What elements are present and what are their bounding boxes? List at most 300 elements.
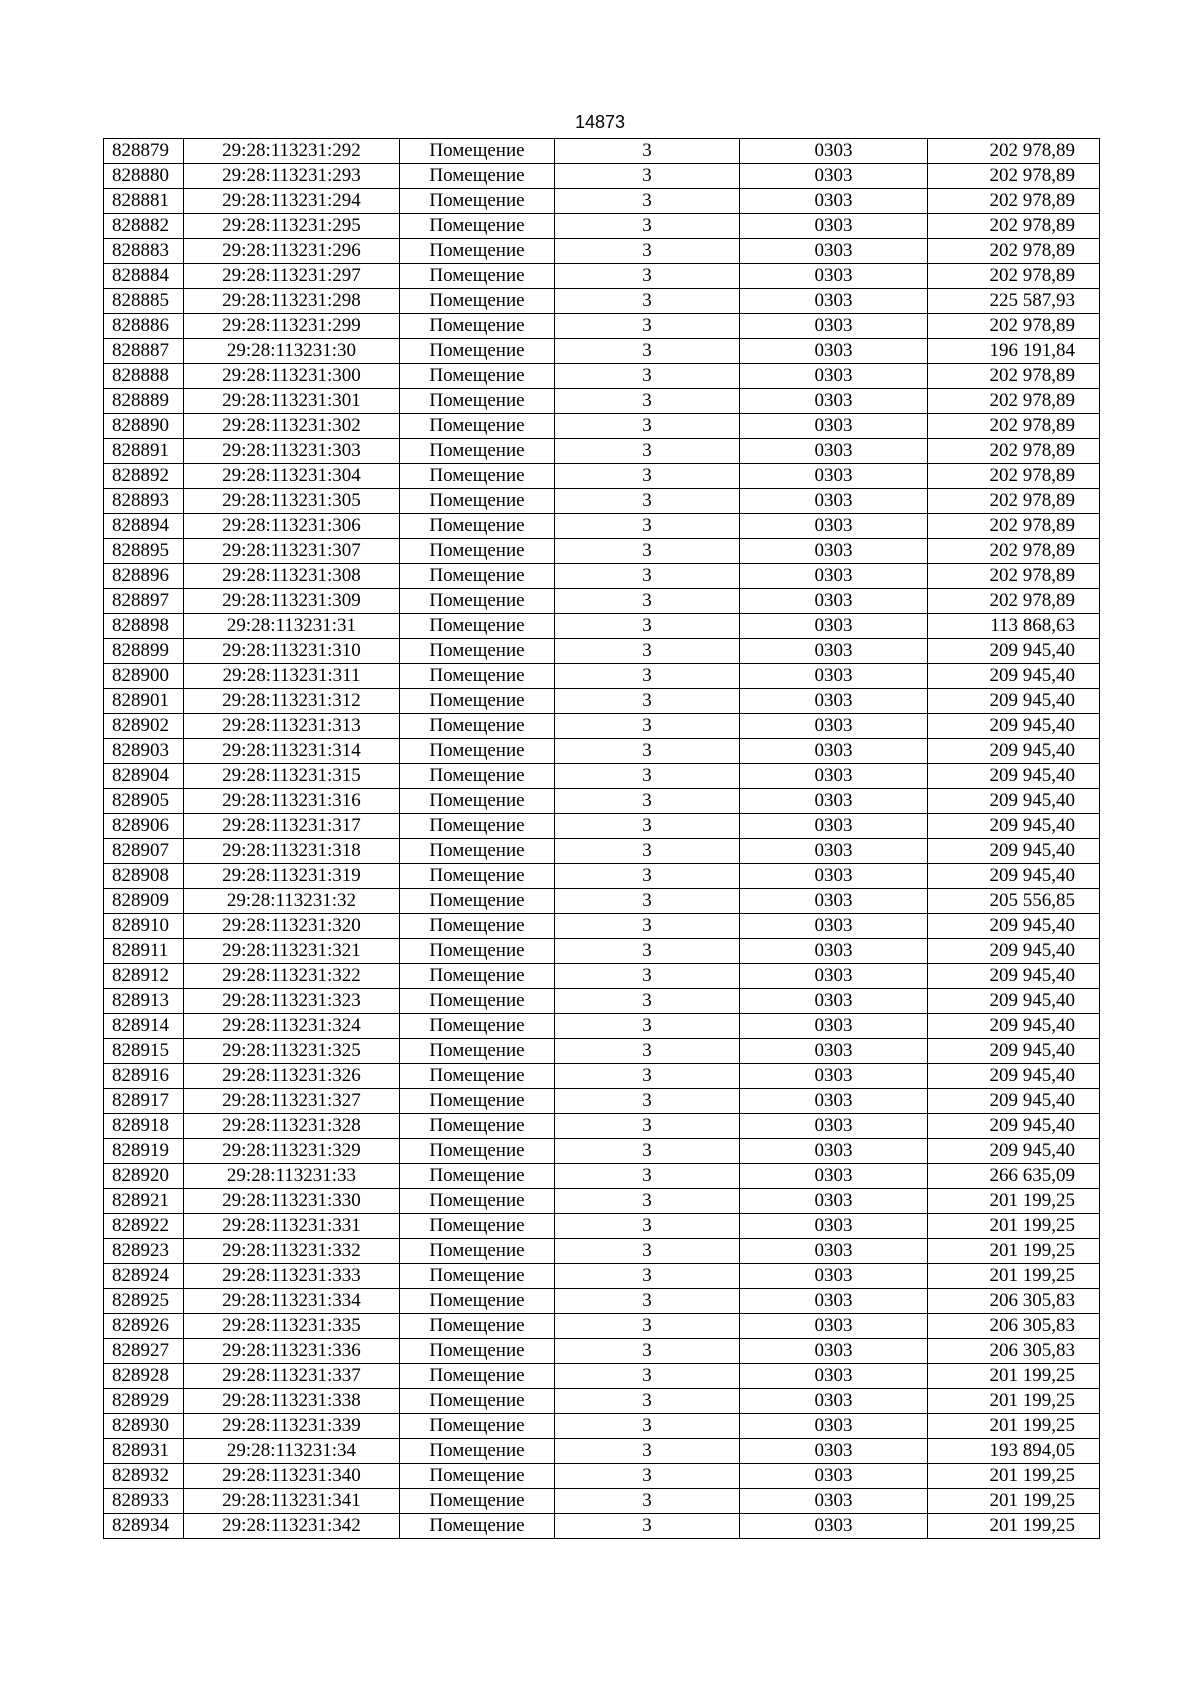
cadastral-value-cell: 209 945,40 bbox=[928, 639, 1100, 664]
object-type-cell: Помещение bbox=[400, 1464, 555, 1489]
cadastral-value-cell: 201 199,25 bbox=[928, 1514, 1100, 1539]
object-type-cell: Помещение bbox=[400, 289, 555, 314]
row-number-cell: 828891 bbox=[104, 439, 184, 464]
cadastral-number-cell: 29:28:113231:306 bbox=[184, 514, 400, 539]
table-row bbox=[104, 1339, 1100, 1364]
type-code-cell: 3 bbox=[555, 1514, 740, 1539]
table-row bbox=[104, 1489, 1100, 1514]
cadastral-value-cell: 113 868,63 bbox=[928, 614, 1100, 639]
type-code-cell: 3 bbox=[555, 714, 740, 739]
cadastral-number-cell: 29:28:113231:328 bbox=[184, 1114, 400, 1139]
row-number-cell: 828895 bbox=[104, 539, 184, 564]
cadastral-number-cell: 29:28:113231:30 bbox=[184, 339, 400, 364]
cadastral-value-cell: 209 945,40 bbox=[928, 864, 1100, 889]
row-number-cell: 828914 bbox=[104, 1014, 184, 1039]
table-row bbox=[104, 639, 1100, 664]
cadastral-number-cell: 29:28:113231:314 bbox=[184, 739, 400, 764]
object-type-cell: Помещение bbox=[400, 1314, 555, 1339]
cadastral-number-cell: 29:28:113231:299 bbox=[184, 314, 400, 339]
object-type-cell: Помещение bbox=[400, 889, 555, 914]
row-number-cell: 828926 bbox=[104, 1314, 184, 1339]
cadastral-value-cell: 202 978,89 bbox=[928, 214, 1100, 239]
table-row bbox=[104, 664, 1100, 689]
cadastral-number-cell: 29:28:113231:327 bbox=[184, 1089, 400, 1114]
type-code-cell: 3 bbox=[555, 1314, 740, 1339]
type-code-cell: 3 bbox=[555, 1414, 740, 1439]
type-code-cell: 3 bbox=[555, 1289, 740, 1314]
group-code-cell: 0303 bbox=[740, 389, 928, 414]
cadastral-number-cell: 29:28:113231:330 bbox=[184, 1189, 400, 1214]
cadastral-number-cell: 29:28:113231:320 bbox=[184, 914, 400, 939]
cadastral-value-cell: 209 945,40 bbox=[928, 1039, 1100, 1064]
type-code-cell: 3 bbox=[555, 439, 740, 464]
group-code-cell: 0303 bbox=[740, 1314, 928, 1339]
group-code-cell: 0303 bbox=[740, 1239, 928, 1264]
row-number-cell: 828929 bbox=[104, 1389, 184, 1414]
type-code-cell: 3 bbox=[555, 664, 740, 689]
object-type-cell: Помещение bbox=[400, 689, 555, 714]
cadastral-value-cell: 201 199,25 bbox=[928, 1364, 1100, 1389]
group-code-cell: 0303 bbox=[740, 739, 928, 764]
group-code-cell: 0303 bbox=[740, 1164, 928, 1189]
row-number-cell: 828887 bbox=[104, 339, 184, 364]
row-number-cell: 828898 bbox=[104, 614, 184, 639]
object-type-cell: Помещение bbox=[400, 1089, 555, 1114]
group-code-cell: 0303 bbox=[740, 1139, 928, 1164]
table-row bbox=[104, 614, 1100, 639]
table-row bbox=[104, 1039, 1100, 1064]
cadastral-value-cell: 201 199,25 bbox=[928, 1214, 1100, 1239]
table-row bbox=[104, 414, 1100, 439]
cadastral-value-cell: 205 556,85 bbox=[928, 889, 1100, 914]
type-code-cell: 3 bbox=[555, 1214, 740, 1239]
table-row bbox=[104, 564, 1100, 589]
registry-table bbox=[103, 138, 1100, 1539]
object-type-cell: Помещение bbox=[400, 264, 555, 289]
row-number-cell: 828933 bbox=[104, 1489, 184, 1514]
cadastral-number-cell: 29:28:113231:312 bbox=[184, 689, 400, 714]
cadastral-value-cell: 201 199,25 bbox=[928, 1489, 1100, 1514]
type-code-cell: 3 bbox=[555, 1339, 740, 1364]
object-type-cell: Помещение bbox=[400, 364, 555, 389]
row-number-cell: 828913 bbox=[104, 989, 184, 1014]
object-type-cell: Помещение bbox=[400, 439, 555, 464]
type-code-cell: 3 bbox=[555, 414, 740, 439]
cadastral-number-cell: 29:28:113231:341 bbox=[184, 1489, 400, 1514]
cadastral-number-cell: 29:28:113231:31 bbox=[184, 614, 400, 639]
cadastral-value-cell: 201 199,25 bbox=[928, 1414, 1100, 1439]
cadastral-value-cell: 209 945,40 bbox=[928, 989, 1100, 1014]
cadastral-value-cell: 202 978,89 bbox=[928, 189, 1100, 214]
type-code-cell: 3 bbox=[555, 239, 740, 264]
object-type-cell: Помещение bbox=[400, 764, 555, 789]
table-row bbox=[104, 964, 1100, 989]
row-number-cell: 828882 bbox=[104, 214, 184, 239]
cadastral-value-cell: 225 587,93 bbox=[928, 289, 1100, 314]
cadastral-number-cell: 29:28:113231:301 bbox=[184, 389, 400, 414]
cadastral-number-cell: 29:28:113231:34 bbox=[184, 1439, 400, 1464]
object-type-cell: Помещение bbox=[400, 1489, 555, 1514]
table-row bbox=[104, 589, 1100, 614]
table-row bbox=[104, 1364, 1100, 1389]
group-code-cell: 0303 bbox=[740, 1364, 928, 1389]
cadastral-number-cell: 29:28:113231:302 bbox=[184, 414, 400, 439]
cadastral-value-cell: 202 978,89 bbox=[928, 539, 1100, 564]
group-code-cell: 0303 bbox=[740, 564, 928, 589]
object-type-cell: Помещение bbox=[400, 864, 555, 889]
group-code-cell: 0303 bbox=[740, 589, 928, 614]
group-code-cell: 0303 bbox=[740, 1389, 928, 1414]
object-type-cell: Помещение bbox=[400, 739, 555, 764]
row-number-cell: 828888 bbox=[104, 364, 184, 389]
cadastral-value-cell: 202 978,89 bbox=[928, 489, 1100, 514]
row-number-cell: 828900 bbox=[104, 664, 184, 689]
row-number-cell: 828931 bbox=[104, 1439, 184, 1464]
cadastral-number-cell: 29:28:113231:338 bbox=[184, 1389, 400, 1414]
row-number-cell: 828910 bbox=[104, 914, 184, 939]
object-type-cell: Помещение bbox=[400, 164, 555, 189]
row-number-cell: 828881 bbox=[104, 189, 184, 214]
row-number-cell: 828884 bbox=[104, 264, 184, 289]
cadastral-value-cell: 202 978,89 bbox=[928, 439, 1100, 464]
object-type-cell: Помещение bbox=[400, 1289, 555, 1314]
object-type-cell: Помещение bbox=[400, 1114, 555, 1139]
group-code-cell: 0303 bbox=[740, 414, 928, 439]
group-code-cell: 0303 bbox=[740, 1064, 928, 1089]
row-number-cell: 828930 bbox=[104, 1414, 184, 1439]
cadastral-number-cell: 29:28:113231:305 bbox=[184, 489, 400, 514]
table-row bbox=[104, 189, 1100, 214]
cadastral-number-cell: 29:28:113231:310 bbox=[184, 639, 400, 664]
table-row bbox=[104, 989, 1100, 1014]
cadastral-number-cell: 29:28:113231:304 bbox=[184, 464, 400, 489]
cadastral-number-cell: 29:28:113231:336 bbox=[184, 1339, 400, 1364]
type-code-cell: 3 bbox=[555, 914, 740, 939]
cadastral-value-cell: 202 978,89 bbox=[928, 514, 1100, 539]
object-type-cell: Помещение bbox=[400, 914, 555, 939]
row-number-cell: 828911 bbox=[104, 939, 184, 964]
cadastral-number-cell: 29:28:113231:293 bbox=[184, 164, 400, 189]
cadastral-value-cell: 209 945,40 bbox=[928, 939, 1100, 964]
table-row bbox=[104, 1389, 1100, 1414]
group-code-cell: 0303 bbox=[740, 714, 928, 739]
type-code-cell: 3 bbox=[555, 289, 740, 314]
cadastral-number-cell: 29:28:113231:331 bbox=[184, 1214, 400, 1239]
group-code-cell: 0303 bbox=[740, 789, 928, 814]
table-row bbox=[104, 239, 1100, 264]
cadastral-number-cell: 29:28:113231:315 bbox=[184, 764, 400, 789]
group-code-cell: 0303 bbox=[740, 1464, 928, 1489]
type-code-cell: 3 bbox=[555, 614, 740, 639]
cadastral-value-cell: 209 945,40 bbox=[928, 664, 1100, 689]
object-type-cell: Помещение bbox=[400, 339, 555, 364]
table-row bbox=[104, 864, 1100, 889]
type-code-cell: 3 bbox=[555, 1139, 740, 1164]
object-type-cell: Помещение bbox=[400, 989, 555, 1014]
type-code-cell: 3 bbox=[555, 489, 740, 514]
object-type-cell: Помещение bbox=[400, 1164, 555, 1189]
object-type-cell: Помещение bbox=[400, 814, 555, 839]
type-code-cell: 3 bbox=[555, 1239, 740, 1264]
type-code-cell: 3 bbox=[555, 139, 740, 164]
table-row bbox=[104, 789, 1100, 814]
cadastral-value-cell: 201 199,25 bbox=[928, 1264, 1100, 1289]
row-number-cell: 828920 bbox=[104, 1164, 184, 1189]
object-type-cell: Помещение bbox=[400, 964, 555, 989]
cadastral-value-cell: 201 199,25 bbox=[928, 1464, 1100, 1489]
cadastral-value-cell: 209 945,40 bbox=[928, 839, 1100, 864]
cadastral-value-cell: 201 199,25 bbox=[928, 1389, 1100, 1414]
table-row bbox=[104, 364, 1100, 389]
object-type-cell: Помещение bbox=[400, 414, 555, 439]
table-row bbox=[104, 914, 1100, 939]
table-row bbox=[104, 314, 1100, 339]
type-code-cell: 3 bbox=[555, 1464, 740, 1489]
cadastral-value-cell: 209 945,40 bbox=[928, 1139, 1100, 1164]
row-number-cell: 828907 bbox=[104, 839, 184, 864]
cadastral-value-cell: 209 945,40 bbox=[928, 964, 1100, 989]
cadastral-number-cell: 29:28:113231:32 bbox=[184, 889, 400, 914]
type-code-cell: 3 bbox=[555, 964, 740, 989]
type-code-cell: 3 bbox=[555, 789, 740, 814]
cadastral-value-cell: 209 945,40 bbox=[928, 689, 1100, 714]
row-number-cell: 828896 bbox=[104, 564, 184, 589]
cadastral-number-cell: 29:28:113231:337 bbox=[184, 1364, 400, 1389]
row-number-cell: 828924 bbox=[104, 1264, 184, 1289]
type-code-cell: 3 bbox=[555, 1364, 740, 1389]
group-code-cell: 0303 bbox=[740, 464, 928, 489]
group-code-cell: 0303 bbox=[740, 1289, 928, 1314]
type-code-cell: 3 bbox=[555, 464, 740, 489]
object-type-cell: Помещение bbox=[400, 1039, 555, 1064]
object-type-cell: Помещение bbox=[400, 639, 555, 664]
type-code-cell: 3 bbox=[555, 739, 740, 764]
object-type-cell: Помещение bbox=[400, 1239, 555, 1264]
object-type-cell: Помещение bbox=[400, 1364, 555, 1389]
object-type-cell: Помещение bbox=[400, 1064, 555, 1089]
type-code-cell: 3 bbox=[555, 389, 740, 414]
object-type-cell: Помещение bbox=[400, 1389, 555, 1414]
type-code-cell: 3 bbox=[555, 514, 740, 539]
group-code-cell: 0303 bbox=[740, 1039, 928, 1064]
object-type-cell: Помещение bbox=[400, 1214, 555, 1239]
row-number-cell: 828905 bbox=[104, 789, 184, 814]
cadastral-number-cell: 29:28:113231:334 bbox=[184, 1289, 400, 1314]
object-type-cell: Помещение bbox=[400, 1264, 555, 1289]
row-number-cell: 828908 bbox=[104, 864, 184, 889]
row-number-cell: 828919 bbox=[104, 1139, 184, 1164]
group-code-cell: 0303 bbox=[740, 1189, 928, 1214]
cadastral-value-cell: 202 978,89 bbox=[928, 464, 1100, 489]
type-code-cell: 3 bbox=[555, 1089, 740, 1114]
table-row bbox=[104, 1514, 1100, 1539]
row-number-cell: 828892 bbox=[104, 464, 184, 489]
group-code-cell: 0303 bbox=[740, 164, 928, 189]
row-number-cell: 828902 bbox=[104, 714, 184, 739]
table-row bbox=[104, 814, 1100, 839]
table-row bbox=[104, 939, 1100, 964]
group-code-cell: 0303 bbox=[740, 1264, 928, 1289]
group-code-cell: 0303 bbox=[740, 314, 928, 339]
group-code-cell: 0303 bbox=[740, 864, 928, 889]
table-row bbox=[104, 1289, 1100, 1314]
cadastral-number-cell: 29:28:113231:322 bbox=[184, 964, 400, 989]
group-code-cell: 0303 bbox=[740, 1014, 928, 1039]
cadastral-value-cell: 209 945,40 bbox=[928, 764, 1100, 789]
type-code-cell: 3 bbox=[555, 1189, 740, 1214]
object-type-cell: Помещение bbox=[400, 1414, 555, 1439]
cadastral-number-cell: 29:28:113231:329 bbox=[184, 1139, 400, 1164]
group-code-cell: 0303 bbox=[740, 764, 928, 789]
type-code-cell: 3 bbox=[555, 1264, 740, 1289]
row-number-cell: 828903 bbox=[104, 739, 184, 764]
cadastral-value-cell: 209 945,40 bbox=[928, 714, 1100, 739]
type-code-cell: 3 bbox=[555, 189, 740, 214]
type-code-cell: 3 bbox=[555, 264, 740, 289]
cadastral-number-cell: 29:28:113231:292 bbox=[184, 139, 400, 164]
table-row bbox=[104, 889, 1100, 914]
table-row bbox=[104, 1139, 1100, 1164]
object-type-cell: Помещение bbox=[400, 1514, 555, 1539]
table-row bbox=[104, 1114, 1100, 1139]
cadastral-number-cell: 29:28:113231:295 bbox=[184, 214, 400, 239]
object-type-cell: Помещение bbox=[400, 664, 555, 689]
object-type-cell: Помещение bbox=[400, 589, 555, 614]
row-number-cell: 828880 bbox=[104, 164, 184, 189]
cadastral-number-cell: 29:28:113231:318 bbox=[184, 839, 400, 864]
row-number-cell: 828879 bbox=[104, 139, 184, 164]
row-number-cell: 828901 bbox=[104, 689, 184, 714]
type-code-cell: 3 bbox=[555, 564, 740, 589]
object-type-cell: Помещение bbox=[400, 564, 555, 589]
cadastral-value-cell: 202 978,89 bbox=[928, 164, 1100, 189]
group-code-cell: 0303 bbox=[740, 614, 928, 639]
cadastral-value-cell: 202 978,89 bbox=[928, 364, 1100, 389]
cadastral-value-cell: 209 945,40 bbox=[928, 789, 1100, 814]
type-code-cell: 3 bbox=[555, 339, 740, 364]
row-number-cell: 828894 bbox=[104, 514, 184, 539]
group-code-cell: 0303 bbox=[740, 489, 928, 514]
group-code-cell: 0303 bbox=[740, 289, 928, 314]
cadastral-value-cell: 209 945,40 bbox=[928, 739, 1100, 764]
row-number-cell: 828890 bbox=[104, 414, 184, 439]
type-code-cell: 3 bbox=[555, 814, 740, 839]
row-number-cell: 828917 bbox=[104, 1089, 184, 1114]
group-code-cell: 0303 bbox=[740, 639, 928, 664]
cadastral-value-cell: 196 191,84 bbox=[928, 339, 1100, 364]
object-type-cell: Помещение bbox=[400, 1339, 555, 1364]
group-code-cell: 0303 bbox=[740, 1214, 928, 1239]
group-code-cell: 0303 bbox=[740, 1089, 928, 1114]
table-row bbox=[104, 164, 1100, 189]
cadastral-number-cell: 29:28:113231:317 bbox=[184, 814, 400, 839]
group-code-cell: 0303 bbox=[740, 439, 928, 464]
object-type-cell: Помещение bbox=[400, 314, 555, 339]
cadastral-value-cell: 202 978,89 bbox=[928, 139, 1100, 164]
object-type-cell: Помещение bbox=[400, 389, 555, 414]
object-type-cell: Помещение bbox=[400, 539, 555, 564]
cadastral-number-cell: 29:28:113231:294 bbox=[184, 189, 400, 214]
object-type-cell: Помещение bbox=[400, 714, 555, 739]
table-row bbox=[104, 539, 1100, 564]
row-number-cell: 828889 bbox=[104, 389, 184, 414]
table-row bbox=[104, 1089, 1100, 1114]
table-row bbox=[104, 1464, 1100, 1489]
cadastral-value-cell: 209 945,40 bbox=[928, 814, 1100, 839]
row-number-cell: 828916 bbox=[104, 1064, 184, 1089]
object-type-cell: Помещение bbox=[400, 839, 555, 864]
table-row bbox=[104, 1264, 1100, 1289]
cadastral-number-cell: 29:28:113231:340 bbox=[184, 1464, 400, 1489]
group-code-cell: 0303 bbox=[740, 1439, 928, 1464]
type-code-cell: 3 bbox=[555, 1489, 740, 1514]
type-code-cell: 3 bbox=[555, 1114, 740, 1139]
cadastral-number-cell: 29:28:113231:313 bbox=[184, 714, 400, 739]
object-type-cell: Помещение bbox=[400, 614, 555, 639]
table-row bbox=[104, 464, 1100, 489]
cadastral-number-cell: 29:28:113231:33 bbox=[184, 1164, 400, 1189]
row-number-cell: 828885 bbox=[104, 289, 184, 314]
group-code-cell: 0303 bbox=[740, 689, 928, 714]
row-number-cell: 828928 bbox=[104, 1364, 184, 1389]
row-number-cell: 828934 bbox=[104, 1514, 184, 1539]
type-code-cell: 3 bbox=[555, 1389, 740, 1414]
cadastral-number-cell: 29:28:113231:297 bbox=[184, 264, 400, 289]
cadastral-number-cell: 29:28:113231:316 bbox=[184, 789, 400, 814]
table-row bbox=[104, 1239, 1100, 1264]
group-code-cell: 0303 bbox=[740, 1339, 928, 1364]
cadastral-value-cell: 201 199,25 bbox=[928, 1239, 1100, 1264]
group-code-cell: 0303 bbox=[740, 264, 928, 289]
object-type-cell: Помещение bbox=[400, 214, 555, 239]
table-row bbox=[104, 289, 1100, 314]
table-row bbox=[104, 714, 1100, 739]
group-code-cell: 0303 bbox=[740, 989, 928, 1014]
cadastral-number-cell: 29:28:113231:311 bbox=[184, 664, 400, 689]
row-number-cell: 828927 bbox=[104, 1339, 184, 1364]
cadastral-value-cell: 202 978,89 bbox=[928, 264, 1100, 289]
object-type-cell: Помещение bbox=[400, 514, 555, 539]
object-type-cell: Помещение bbox=[400, 1014, 555, 1039]
cadastral-number-cell: 29:28:113231:309 bbox=[184, 589, 400, 614]
group-code-cell: 0303 bbox=[740, 1414, 928, 1439]
group-code-cell: 0303 bbox=[740, 964, 928, 989]
cadastral-number-cell: 29:28:113231:342 bbox=[184, 1514, 400, 1539]
type-code-cell: 3 bbox=[555, 164, 740, 189]
table-row bbox=[104, 264, 1100, 289]
cadastral-value-cell: 266 635,09 bbox=[928, 1164, 1100, 1189]
cadastral-value-cell: 202 978,89 bbox=[928, 239, 1100, 264]
cadastral-number-cell: 29:28:113231:339 bbox=[184, 1414, 400, 1439]
type-code-cell: 3 bbox=[555, 1039, 740, 1064]
table-row bbox=[104, 214, 1100, 239]
type-code-cell: 3 bbox=[555, 1014, 740, 1039]
type-code-cell: 3 bbox=[555, 764, 740, 789]
row-number-cell: 828883 bbox=[104, 239, 184, 264]
table-row bbox=[104, 339, 1100, 364]
group-code-cell: 0303 bbox=[740, 664, 928, 689]
object-type-cell: Помещение bbox=[400, 239, 555, 264]
cadastral-value-cell: 209 945,40 bbox=[928, 1114, 1100, 1139]
group-code-cell: 0303 bbox=[740, 364, 928, 389]
cadastral-number-cell: 29:28:113231:326 bbox=[184, 1064, 400, 1089]
table-row bbox=[104, 389, 1100, 414]
row-number-cell: 828897 bbox=[104, 589, 184, 614]
type-code-cell: 3 bbox=[555, 314, 740, 339]
type-code-cell: 3 bbox=[555, 1064, 740, 1089]
cadastral-value-cell: 201 199,25 bbox=[928, 1189, 1100, 1214]
table-row bbox=[104, 1214, 1100, 1239]
